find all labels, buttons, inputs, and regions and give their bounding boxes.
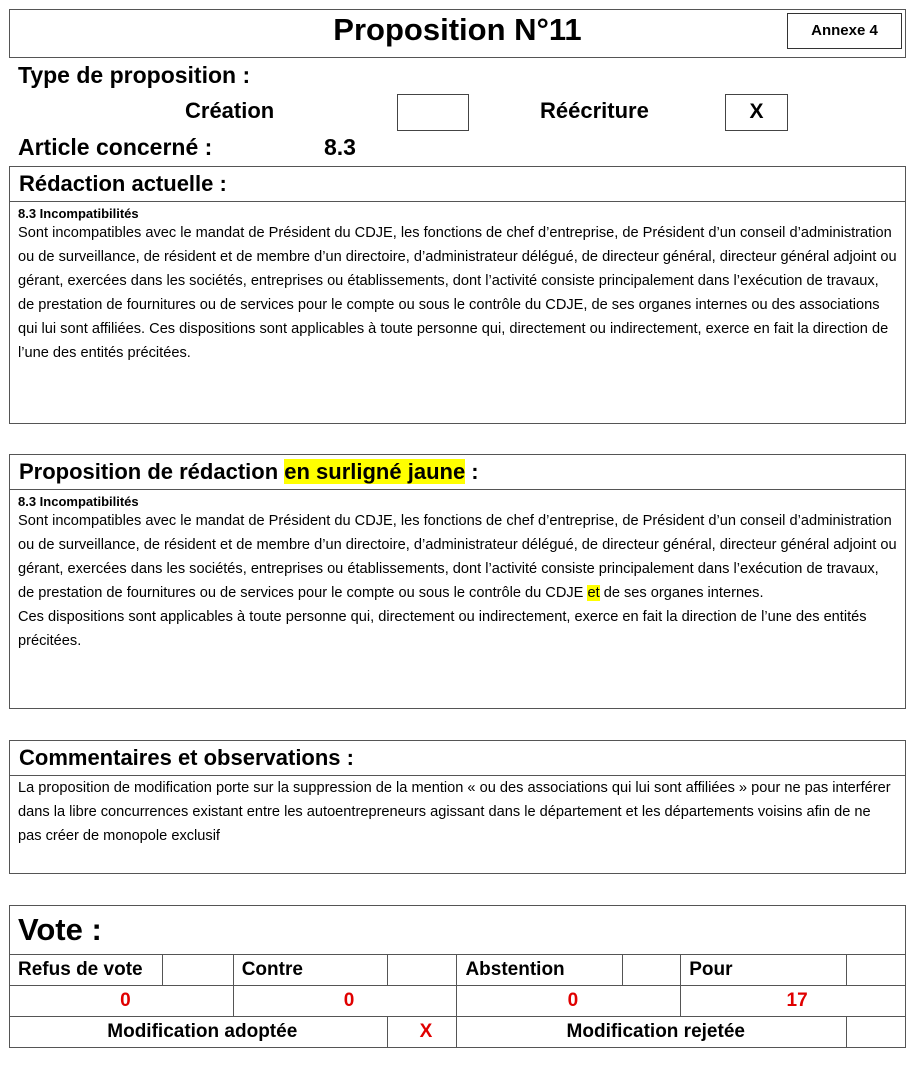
vote-values-row — [10, 986, 906, 1017]
type-label: Type de proposition : — [18, 62, 251, 88]
pour-label: Pour — [681, 955, 847, 986]
rejected-mark[interactable] — [847, 1017, 906, 1048]
pour-value: 17 — [681, 986, 906, 1017]
current-text: Sont incompatibles avec le mandat de Président du CDJE, les fonctions de chef d’entreprise, de Président d’un conseil d’administration ou de surveillance, de résident et de membre d’un directoire, d’administrateur délégué, de directeur général, directeur général adjoint ou gérant, exercées dans les sociétés, entreprises ou établissements, dont l’activité consiste principalement dans l’exécution de travaux, de prestation de fournitures ou de services pour le compte ou sous le contrôle du CDJE, de ses organes internes ou des associations qui lui sont affiliées. Ces dispositions sont applicables à toute personne qui, directement ou indirectement, exerce en fait la direction de l’une des entités précitées. — [18, 225, 897, 361]
proposed-text-part2: de ses organes internes. — [599, 585, 764, 601]
vote-heading-frame — [9, 905, 906, 955]
proposed-text-highlight: et — [587, 585, 600, 601]
pour-check[interactable] — [847, 955, 906, 986]
abstention-value: 0 — [457, 986, 681, 1017]
proposed-heading-suffix: : — [465, 459, 479, 484]
comments-heading: Commentaires et observations : — [10, 741, 905, 776]
vote-table — [9, 954, 906, 1048]
contre-value: 0 — [233, 986, 457, 1017]
annexe-badge: Annexe 4 — [787, 13, 902, 49]
proposed-text-line2: Ces dispositions sont applicables à toute personne qui, directement ou indirectement, exerce en fait la direction de l’une des entités précitées. — [18, 609, 867, 649]
proposed-section — [9, 454, 906, 709]
vote-heading: Vote : — [18, 912, 102, 947]
current-section — [9, 166, 906, 424]
proposed-heading — [10, 455, 905, 490]
creation-label: Création — [185, 98, 275, 123]
adopted-label: Modification adoptée — [10, 1017, 388, 1048]
contre-label: Contre — [233, 955, 387, 986]
proposed-heading-prefix: Proposition de rédaction — [19, 459, 285, 484]
adopted-mark[interactable]: X — [387, 1017, 457, 1048]
proposed-subtitle: 8.3 Incompatibilités — [18, 494, 139, 509]
proposed-text — [18, 509, 897, 653]
refus-label: Refus de vote — [10, 955, 163, 986]
vote-result-row — [10, 1017, 906, 1048]
abstention-label: Abstention — [457, 955, 623, 986]
current-heading: Rédaction actuelle : — [10, 167, 905, 202]
article-label: Article concerné : — [18, 134, 213, 160]
comments-text: La proposition de modification porte sur la suppression de la mention « ou des associations qui lui sont affiliées » pour ne pas interférer dans la libre concurrences existant entre les autoentrepreneurs agissant dans le département et les départements voisins afin de ne pas créer de monopole exclusif — [18, 780, 891, 844]
highlight-marker: en surligné jaune — [284, 459, 466, 484]
reecriture-checkbox[interactable]: X — [725, 94, 788, 131]
page-title: Proposition N°11 — [333, 12, 582, 47]
rejected-label: Modification rejetée — [457, 1017, 847, 1048]
refus-check[interactable] — [162, 955, 233, 986]
comments-section — [9, 740, 906, 874]
contre-check[interactable] — [387, 955, 457, 986]
abstention-check[interactable] — [623, 955, 681, 986]
proposed-text-part1: Sont incompatibles avec le mandat de Président du CDJE, les fonctions de chef d’entreprise, de Président d’un conseil d’administration ou de surveillance, de résident et de membre d’un directoire, d’administrateur délégué, de directeur général, directeur général adjoint ou gérant, exercées dans les sociétés, entreprises ou établissements, dont l’activité consiste principalement dans l’exécution de travaux, de prestation de fournitures ou de services pour le compte ou sous le contrôle du CDJE — [18, 513, 897, 601]
reecriture-label: Réécriture — [540, 98, 649, 123]
current-subtitle: 8.3 Incompatibilités — [18, 206, 139, 221]
article-value: 8.3 — [324, 134, 356, 160]
vote-labels-row — [10, 955, 906, 986]
refus-value: 0 — [10, 986, 234, 1017]
creation-checkbox[interactable] — [397, 94, 469, 131]
